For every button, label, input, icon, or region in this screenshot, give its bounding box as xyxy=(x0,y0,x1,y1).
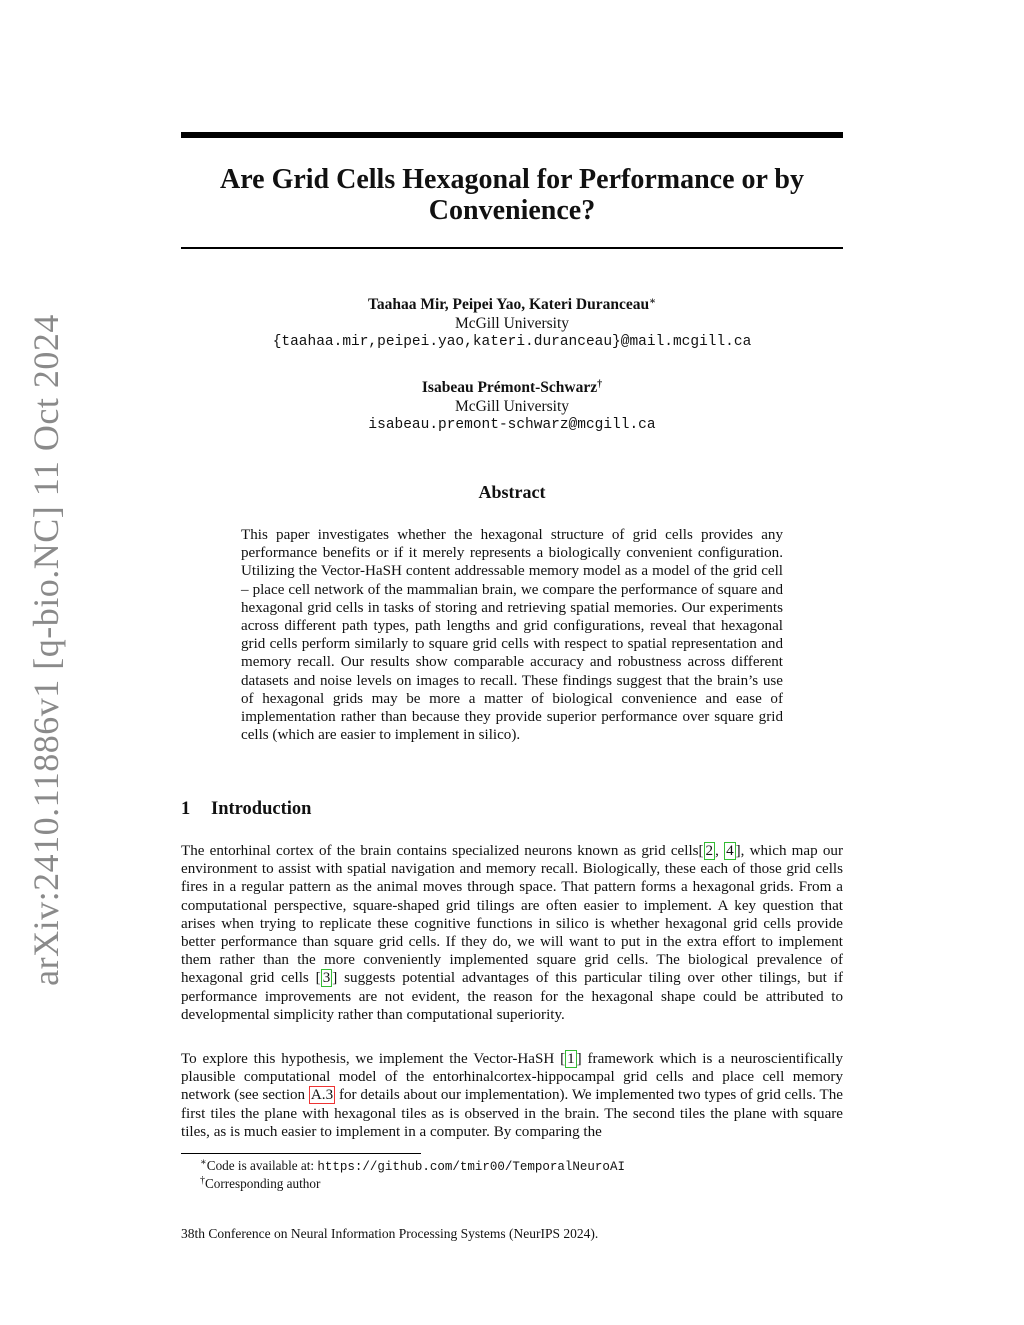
citation-link[interactable]: 3 xyxy=(322,970,331,987)
author-footnote-mark: ∗ xyxy=(649,296,657,307)
citation-link[interactable]: 4 xyxy=(726,843,734,859)
footnote-rule xyxy=(181,1153,421,1154)
author-names: Isabeau Prémont-Schwarz† xyxy=(421,379,603,396)
author-email: isabeau.premont-schwarz@mcgill.ca xyxy=(368,417,656,433)
title-line-1: Are Grid Cells Hexagonal for Performance or by xyxy=(220,164,804,195)
author-affiliation: McGill University xyxy=(454,315,570,332)
citation-link[interactable]: 2 xyxy=(705,843,714,859)
title-bottom-rule xyxy=(181,247,843,249)
author-names: Taahaa Mir, Peipei Yao, Kateri Duranceau∗ xyxy=(367,296,657,313)
section-title: Introduction xyxy=(211,799,312,819)
title-top-rule xyxy=(181,132,843,138)
author-affiliation: McGill University xyxy=(454,398,570,415)
citation-link[interactable]: 1 xyxy=(567,1051,575,1067)
footnote-code: ∗Code is available at: https://github.com/tmir00/TemporalNeuroAI xyxy=(200,1157,625,1174)
intro-paragraph-1: The entorhinal cortex of the brain contains specialized neurons known as grid cells[ 2 , 4 ], which map our environment to assist with spatial navigation and memory recall. Biologically, these each of those grid cells fires in a regular pattern as the animal moves through space. That pattern forms a hexagonal grids. From a computational perspective, square-shaped grid tilings are often easier to implement. A key question that arises when trying to replicate these cognitive functions in silico is whether hexagonal grid cells provide better performance than square grid cells. If they do, we will want to put in the extra effort to implement them rather than the more conveniently implemented square grid cells. The biological prevalence of hexagonal grid cells [ 3 ] suggests potential advantages of this particular tiling over other tilings, but if performance improvements are not evident, the reason for the hexagonal shape could be attributed to developmental simplicity rather than computational superiority. xyxy=(181,843,843,1023)
conference-footer: 38th Conference on Neural Information Processing Systems (NeurIPS 2024). xyxy=(181,1226,599,1241)
arxiv-identifier: arXiv:2410.11886v1 [q-bio.NC] 11 Oct 2024 xyxy=(26,314,66,986)
title-line-2: Convenience? xyxy=(428,195,596,226)
section-heading-introduction xyxy=(181,799,843,820)
author-group-1 xyxy=(181,295,843,352)
author-footnote-mark: † xyxy=(597,379,603,390)
author-email: {taahaa.mir,peipei.yao,kateri.duranceau}@mail.mcgill.ca xyxy=(272,334,752,350)
intro-paragraph-2: To explore this hypothesis, we implement the Vector-HaSH [ 1 ] framework which is a neuroscientifically plausible computational model of the entorhinalcortex-hippocampal grid cells and place cell memory network (see section A.3 for details about our implementation). We implemented two types of grid cells. The first tiles the plane with hexagonal tiles as is observed in the brain. The second tiles the plane with square tiles, as is much easier to implement in a computer. By comparing the xyxy=(181,1051,844,1140)
paper-title xyxy=(181,164,843,226)
code-url-link[interactable]: https://github.com/tmir00/TemporalNeuroAI xyxy=(317,1160,625,1174)
footnote-corresponding-author: †Corresponding author xyxy=(200,1175,321,1191)
author-group-2 xyxy=(181,378,843,435)
section-reference-link[interactable]: A.3 xyxy=(310,1087,334,1104)
section-number: 1 xyxy=(181,799,191,819)
abstract-heading: Abstract xyxy=(478,482,546,502)
abstract-text: This paper investigates whether the hexagonal structure of grid cells provides any performance benefits or if it merely represents a biologically convenient configuration. Utilizing the Vector-HaSH content addressable memory model as a model of the grid cell – place cell network of the mammalian brain, we compare the performance of square and hexagonal grid cells in tasks of storing and retrieving spatial memories. Our experiments across different path types, path lengths and grid configurations, reveal that hexagonal grid cells perform similarly to square grid cells with respect to spatial representation and memory recall. Our results show comparable accuracy and robustness across different datasets and noise levels on images to recall. These findings suggest that the brain’s use of hexagonal grids may be more a matter of biological convenience and ease of implementation rather than because they provide superior performance over square grid cells (which are easier to implement in silico). xyxy=(241,527,783,744)
